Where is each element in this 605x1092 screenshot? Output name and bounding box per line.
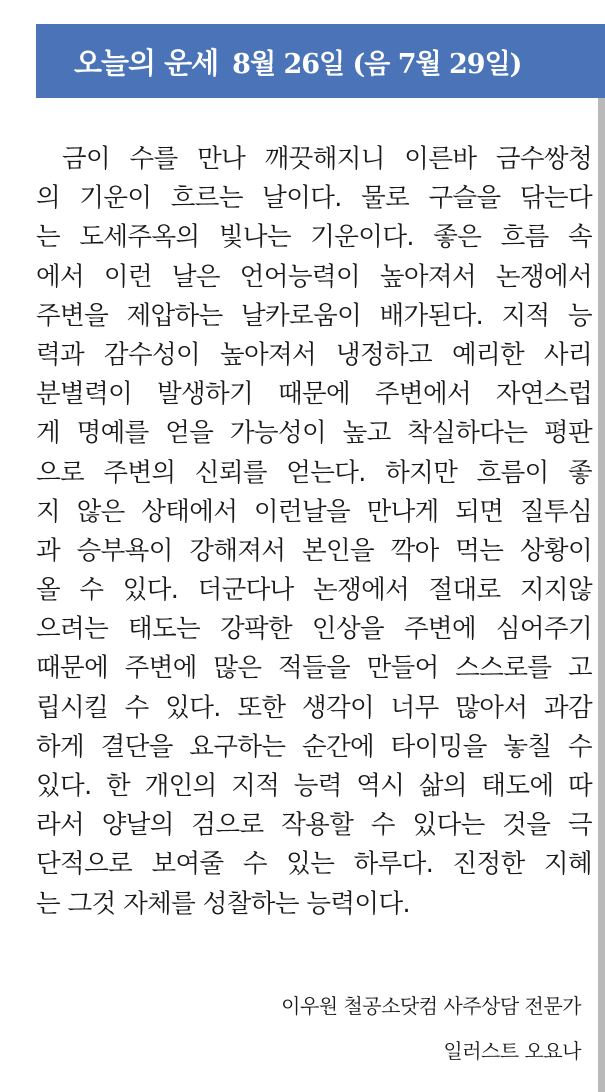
column-header <box>36 24 605 98</box>
article-line: 주변을 제압하는 날카로움이 배가된다. 지적 능 <box>36 300 592 331</box>
article-line: 하게 결단을 요구하는 순간에 타이밍을 놓칠 수 <box>36 731 592 762</box>
author-credit: 이우원 철공소닷컴 사주상담 전문가 <box>281 994 581 1018</box>
article-line: 는 도세주옥의 빛나는 기운이다. 좋은 흐름 속 <box>36 222 592 253</box>
article-line: 올 수 있다. 더군다나 논쟁에서 절대로 지지않 <box>36 575 592 606</box>
article-line: 립시킬 수 있다. 또한 생각이 너무 많아서 과감 <box>36 692 592 723</box>
article-line: 의 기운이 흐르는 날이다. 물로 구슬을 닦는다 <box>36 183 592 214</box>
column-date: 8월 26일 (음 7월 29일) <box>232 48 522 80</box>
article-line: 과 승부욕이 강해져서 본인을 깍아 먹는 상황이 <box>36 535 592 566</box>
illustrator-credit: 일러스트 오요나 <box>443 1039 581 1063</box>
article-line: 때문에 주변에 많은 적들을 만들어 스스로를 고 <box>36 653 592 684</box>
article-line: 라서 양날의 검으로 작용할 수 있다는 것을 극 <box>36 810 592 841</box>
article-line: 으려는 태도는 강팍한 인상을 주변에 심어주기 <box>36 614 592 645</box>
right-border-rule <box>598 98 605 1092</box>
article-line: 지 않은 상태에서 이런날을 만나게 되면 질투심 <box>36 496 592 527</box>
column-title: 오늘의 운세 <box>74 45 219 80</box>
article-line: 게 명예를 얻을 가능성이 높고 착실하다는 평판 <box>36 418 592 449</box>
article-line: 력과 감수성이 높아져서 냉정하고 예리한 사리 <box>36 339 592 370</box>
article-line: 는 그것 자체를 성찰하는 능력이다. <box>36 888 410 919</box>
article-line: 단적으로 보여줄 수 있는 하루다. 진정한 지혜 <box>36 849 592 880</box>
article-line: 분별력이 발생하기 때문에 주변에서 자연스럽 <box>36 379 592 410</box>
article-body <box>36 140 592 924</box>
article-line: 으로 주변의 신뢰를 얻는다. 하지만 흐름이 좋 <box>36 457 592 488</box>
article-line: 에서 이런 날은 언어능력이 높아져서 논쟁에서 <box>36 261 592 292</box>
article-line: 금이 수를 만나 깨끗해지니 이른바 금수쌍청 <box>62 144 592 174</box>
article-line: 있다. 한 개인의 지적 능력 역시 삶의 태도에 따 <box>36 771 592 801</box>
